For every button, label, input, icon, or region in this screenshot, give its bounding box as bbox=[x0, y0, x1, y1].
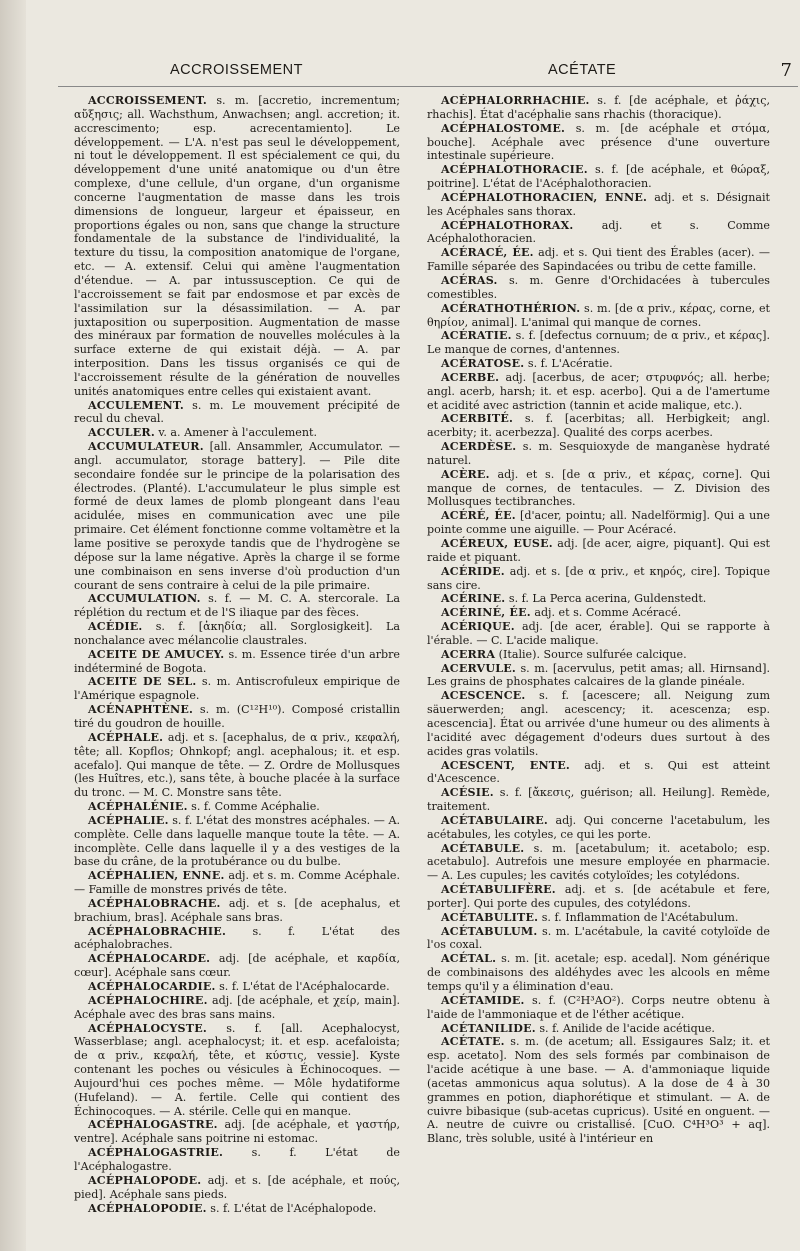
entry-definition: s. m. [de α priv., κέρας, corne, et θηρίον, animal]. L'animal qui manque de cornes. bbox=[427, 301, 770, 329]
dictionary-entry bbox=[74, 440, 400, 592]
dictionary-entry bbox=[74, 897, 400, 925]
dictionary-entry bbox=[74, 703, 400, 731]
entry-headword: ACÉTABULE. bbox=[441, 841, 525, 855]
dictionary-entry bbox=[427, 759, 770, 787]
dictionary-entry bbox=[74, 1174, 400, 1202]
dictionary-entry bbox=[427, 246, 770, 274]
entry-definition: s. m. [acetabulum; it. acetabolo; esp. acetabulo]. Autrefois une mesure employée en pharmacie. — A. Les cupules; les cavités cotyloïdes; les cotylédons. bbox=[427, 841, 770, 883]
dictionary-entry bbox=[427, 883, 770, 911]
dictionary-entry bbox=[74, 800, 400, 814]
entry-headword: ACÉTAL. bbox=[441, 952, 497, 966]
entry-headword: ACÉRINE. bbox=[441, 592, 506, 606]
entry-headword: ACÉTABULITE. bbox=[441, 910, 539, 924]
entry-headword: ACÉPHALOCYSTE. bbox=[88, 1021, 207, 1035]
dictionary-entry bbox=[427, 412, 770, 440]
entry-definition: adj. et s. [de α priv., et κηρός, cire]. Topique sans cire. bbox=[427, 564, 770, 592]
entry-definition: [d'acer, pointu; all. Nadelförmig]. Qui a une pointe comme une aiguille. — Pour Acéracé. bbox=[427, 509, 770, 537]
entry-headword: ACÉNAPHTÈNE. bbox=[88, 703, 194, 717]
entry-headword: ACESCENT, ENTE. bbox=[441, 758, 570, 772]
entry-definition: s. f. Comme Acéphalie. bbox=[191, 800, 320, 814]
dictionary-entry bbox=[427, 537, 770, 565]
entry-definition: v. a. Amener à l'acculement. bbox=[158, 426, 317, 440]
dictionary-entry bbox=[74, 592, 400, 620]
dictionary-entry bbox=[427, 620, 770, 648]
dictionary-entry bbox=[427, 952, 770, 994]
entry-definition: [all. Ansammler, Accumulator. — angl. accumulator, storage battery]. — Pile dite secondaire fondée sur le principe de la polarisation des électrodes. (Planté). L'accumulateur le plus simple est formé de deux lames de plomb plongeant dans l'eau acidulée, mises en communication avec une pile primaire. Cet élément fonctionne comme voltamètre et la lame positive se peroxyde tandis que de l'hydrogène se dépose sur la lame négative. Après la charge il se forme une combinaison en sens inverse d'où production d'un courant de sens contraire à celui de la pile primaire. bbox=[74, 440, 400, 592]
dictionary-entry bbox=[427, 648, 770, 662]
entry-headword: ACÉREUX, EUSE. bbox=[441, 537, 553, 550]
dictionary-entry bbox=[74, 994, 400, 1022]
dictionary-entry bbox=[427, 911, 770, 925]
dictionary-entry bbox=[427, 122, 770, 164]
dictionary-entry bbox=[427, 592, 770, 606]
entry-definition: s. m. [it. acetale; esp. acedal]. Nom générique de combinaisons des aldéhydes avec les alcools en même temps qu'il y a élimination d'eau. bbox=[427, 952, 770, 993]
dictionary-entry bbox=[427, 1022, 770, 1036]
dictionary-entry bbox=[427, 842, 770, 884]
entry-definition: s. m. [acervulus, petit amas; all. Hirnsand]. Les grains de phosphates calcaires de la glande pinéale. bbox=[427, 661, 770, 689]
entry-definition: s. m. (de acetum; all. Essigaures Salz; it. et esp. acetato]. Nom des sels formés par combinaison de l'acide acétique à une base. — A. d'ammoniaque liquide (acetas ammonicus aqua solutus). A la dose de 4 à 30 grammes en potion, diaphorétique et stimulant. — A. de cuivre bibasique (sub-acetas cupricus). Usité en onguent. — A. neutre de cuivre ou cristallisé. [CuO. C⁴H³O³ + aq]. Blanc, très soluble, usité à l'intérieur en bbox=[427, 1035, 770, 1146]
entry-definition: (Italie). Source sulfurée calcique. bbox=[498, 647, 687, 661]
entry-headword: ACÉPHALOBRACHIE. bbox=[88, 924, 227, 938]
dictionary-entry bbox=[74, 980, 400, 994]
entry-headword: ACEITE DE SEL. bbox=[88, 675, 197, 689]
dictionary-entry bbox=[74, 1022, 400, 1119]
entry-headword: ACERBITÉ. bbox=[441, 412, 514, 426]
entry-headword: ACÉPHALOTHORACIE. bbox=[441, 163, 588, 177]
entry-headword: ACÉTATE. bbox=[441, 1035, 505, 1049]
entry-definition: adj. et s. [acephalus, de α priv., κεφαλή, tête; all. Kopflos; Ohnkopf; angl. acephalous; it. et esp. acefalo]. Qui manque de tête. — Z. Ordre de Mollusques (les Huîtres, etc.), sans tête, à bouche placée à la surface du tronc. — M. C. Monstre sans tête. bbox=[74, 730, 400, 800]
dictionary-entry bbox=[427, 786, 770, 814]
entry-headword: ACÉPHALE. bbox=[88, 730, 164, 744]
dictionary-entry bbox=[427, 468, 770, 510]
dictionary-entry bbox=[427, 329, 770, 357]
dictionary-entry bbox=[427, 163, 770, 191]
page-number: 7 bbox=[780, 60, 792, 81]
entry-headword: ACÉTABULAIRE. bbox=[441, 813, 548, 827]
entry-headword: ACÉRIDE. bbox=[441, 564, 505, 578]
entry-headword: ACÉPHALOSTOME. bbox=[441, 121, 566, 135]
dictionary-entry bbox=[74, 94, 400, 399]
dictionary-entry bbox=[74, 1146, 400, 1174]
entry-headword: ACÉPHALÉNIE. bbox=[88, 800, 188, 814]
dictionary-entry bbox=[74, 814, 400, 869]
entry-headword: ACÉPHALOTHORACIEN, ENNE. bbox=[441, 190, 648, 204]
dictionary-entry bbox=[74, 675, 400, 703]
dictionary-entry bbox=[74, 426, 400, 440]
entry-headword: ACÉPHALOGASTRIE. bbox=[88, 1146, 224, 1160]
dictionary-entry bbox=[427, 1035, 770, 1146]
entry-definition: adj. et s. m. Comme Acéphale. — Famille de monstres privés de tête. bbox=[74, 869, 400, 897]
entry-definition: s. f. L'état de l'Acéphalocarde. bbox=[219, 980, 390, 993]
entry-definition: adj. et s. Qui tient des Érables (acer). — Famille séparée des Sapindacées ou tribu de cette famille. bbox=[427, 246, 770, 274]
entry-definition: adj. [de acéphale, et καρδία, cœur]. Acéphale sans cœur. bbox=[74, 952, 400, 980]
dictionary-entry bbox=[427, 371, 770, 413]
entry-definition: s. m. Sesquioxyde de manganèse hydraté naturel. bbox=[427, 440, 770, 467]
entry-headword: ACÉRAS. bbox=[441, 273, 498, 287]
dictionary-entry bbox=[74, 1118, 400, 1146]
entry-definition: s. m. [de acéphale et στόμα, bouche]. Acéphale avec présence d'une ouverture intestinale supérieure. bbox=[427, 121, 770, 163]
dictionary-entry bbox=[427, 814, 770, 842]
entry-headword: ACÉRATHOTHÉRION. bbox=[441, 301, 581, 315]
dictionary-entry bbox=[74, 925, 400, 953]
dictionary-entry bbox=[427, 509, 770, 537]
entry-headword: ACCUMULATEUR. bbox=[88, 440, 204, 454]
dictionary-entry bbox=[427, 302, 770, 330]
entry-headword: ACÉRATIE. bbox=[441, 329, 512, 343]
entry-definition: s. m. Genre d'Orchidacées à tubercules comestibles. bbox=[427, 273, 770, 301]
dictionary-entry bbox=[74, 620, 400, 648]
entry-headword: ACÉTANILIDE. bbox=[441, 1021, 536, 1035]
entry-definition: s. f. (C²H³AO²). Corps neutre obtenu à l'aide de l'ammoniaque et de l'éther acétique. bbox=[427, 993, 770, 1021]
entry-headword: ACEITE DE AMUCEY. bbox=[88, 647, 225, 661]
entry-definition: s. f. L'état des monstres acéphales. — A. complète. Celle dans laquelle manque toute la tête. — A. incomplète. Celle dans laquelle il y a des vestiges de la base du crâne, de la protubérance ou du bulbe. bbox=[74, 813, 400, 869]
entry-headword: ACÉPHALOTHORAX. bbox=[441, 218, 574, 232]
entry-definition: s. f. L'état des acéphalobraches. bbox=[74, 924, 400, 952]
entry-headword: ACCULEMENT. bbox=[88, 398, 184, 412]
dictionary-entry bbox=[427, 274, 770, 302]
entry-headword: ACÉSIE. bbox=[441, 786, 494, 800]
entry-headword: ACÉRACÉ, ÉE. bbox=[441, 246, 534, 260]
entry-definition: s. m. Essence tirée d'un arbre indéterminé de Bogota. bbox=[74, 647, 400, 675]
entry-headword: ACÉTAMIDE. bbox=[441, 993, 525, 1007]
entry-definition: adj. [de acéphale, et χείρ, main]. Acéphale avec des bras sans mains. bbox=[74, 993, 400, 1021]
entry-definition: adj. et s. Qui est atteint d'Acescence. bbox=[427, 758, 770, 786]
entry-definition: s. m. (C¹²H¹⁰). Composé cristallin tiré du goudron de houille. bbox=[74, 703, 400, 730]
entry-headword: ACÉTABULUM. bbox=[441, 924, 538, 938]
entry-headword: ACERRA bbox=[441, 647, 496, 661]
entry-definition: adj. et s. [de α priv., et κέρας, corne]. Qui manque de cornes, de tentacules. — Z. Division des Mollusques tectibranches. bbox=[427, 467, 770, 509]
dictionary-entry bbox=[74, 399, 400, 427]
dictionary-entry bbox=[427, 219, 770, 247]
entry-definition: s. f. — M. C. A. stercorale. La réplétion du rectum et de l'S iliaque par des fèces. bbox=[74, 592, 400, 620]
entry-definition: adj. [de acer, érable]. Qui se rapporte à l'érable. — C. L'acide malique. bbox=[427, 620, 770, 647]
entry-headword: ACERBE. bbox=[441, 370, 500, 384]
entry-headword: ACÉPHALOPODIE. bbox=[88, 1201, 207, 1215]
dictionary-entry bbox=[74, 1202, 400, 1216]
entry-headword: ACESCENCE. bbox=[441, 689, 526, 703]
entry-definition: s. m. Le mouvement précipité de recul du cheval. bbox=[74, 398, 400, 426]
entry-headword: ACÉPHALORRHACHIE. bbox=[441, 94, 590, 107]
entry-headword: ACÉRATOSE. bbox=[441, 357, 525, 371]
entry-definition: s. f. [acescere; all. Neigung zum säuerwerden; angl. acescency; it. acescenza; esp. acescencia]. État ou arrivée d'une humeur ou des aliments à l'acidité avec dégagement d'odeurs dues surtout à des acides gras volatils. bbox=[427, 689, 770, 758]
entry-definition: s. f. [all. Acephalocyst, Wasserblase; angl. acephalocyst; it. et esp. acefaloista; de α priv., κεφαλή, tête, et κύστις, vessie]. Kyste contenant les poches ou vésicules à Échinocoques. — Aujourd'hui ces poches même. — Môle hydatiforme (Hufeland). — A. fertile. Celle qui contient des Échinocoques. — A. stérile. Celle qui en manque. bbox=[74, 1021, 400, 1118]
running-head-left: ACCROISSEMENT bbox=[170, 62, 303, 78]
entry-definition: adj. et s. Comme Acéphalothoracien. bbox=[427, 218, 770, 246]
entry-headword: ACCUMULATION. bbox=[88, 592, 201, 606]
entry-definition: adj. Qui concerne l'acetabulum, les acétabules, les cotyles, ce qui les porte. bbox=[427, 813, 770, 841]
entry-definition: adj. [acerbus, de acer; στρυφνός; all. herbe; angl. acerb, harsh; it. et esp. acerbo]. Qui a de l'amertume et acidité avec astriction (tannin et acide malique, etc.). bbox=[427, 370, 770, 412]
entry-definition: adj. et s. Comme Acéracé. bbox=[534, 606, 682, 620]
dictionary-entry bbox=[427, 357, 770, 371]
entry-headword: ACÈRE. bbox=[441, 467, 490, 481]
dictionary-entry bbox=[427, 565, 770, 593]
entry-definition: adj. et s. [de acephalus, et brachium, bras]. Acéphale sans bras. bbox=[74, 896, 400, 924]
left-column bbox=[74, 94, 400, 1244]
entry-definition: s. f. [acerbitas; all. Herbigkeit; angl. acerbity; it. acerbezza]. Qualité des corps acerbes. bbox=[427, 412, 770, 440]
entry-definition: s. m. Antiscrofuleux empirique de l'Amérique espagnole. bbox=[74, 675, 400, 703]
entry-headword: ACÉPHALOCHIRE. bbox=[88, 993, 208, 1007]
entry-definition: s. f. L'état de l'Acéphalogastre. bbox=[74, 1146, 400, 1173]
dictionary-entry bbox=[74, 869, 400, 897]
entry-headword: ACÉPHALOPODE. bbox=[88, 1173, 202, 1187]
dictionary-entry bbox=[427, 606, 770, 620]
entry-headword: ACERVULE. bbox=[441, 661, 516, 675]
entry-definition: s. f. [de acéphale, et ῥάχις, rhachis]. État d'acéphalie sans rhachis (thoracique). bbox=[427, 94, 770, 121]
entry-headword: ACCROISSEMENT. bbox=[88, 94, 207, 107]
dictionary-entry bbox=[427, 925, 770, 953]
dictionary-entry bbox=[74, 952, 400, 980]
entry-definition: s. f. L'Acératie. bbox=[527, 357, 613, 371]
entry-definition: adj. [de acéphale, et γαστήρ, ventre]. Acéphale sans poitrine ni estomac. bbox=[74, 1118, 400, 1146]
running-head bbox=[58, 62, 798, 87]
entry-definition: adj. et s. [de acétabule et fere, porter]. Qui porte des cupules, des cotylédons. bbox=[427, 883, 770, 910]
entry-definition: s. f. Anilide de l'acide acétique. bbox=[539, 1021, 715, 1035]
right-column bbox=[427, 94, 770, 1244]
entry-headword: ACÉPHALOBRACHE. bbox=[88, 896, 221, 910]
entry-definition: s. f. [ἀκηδία; all. Sorglosigkeit]. La nonchalance avec mélancolie claustrales. bbox=[74, 620, 400, 647]
entry-definition: s. f. Inflammation de l'Acétabulum. bbox=[541, 910, 739, 924]
entry-headword: ACERDÈSE. bbox=[441, 440, 517, 454]
entry-definition: adj. et s. [de acéphale, et πούς, pied]. Acéphale sans pieds. bbox=[74, 1173, 400, 1201]
entry-definition: adj. et s. Désignait les Acéphales sans thorax. bbox=[427, 190, 770, 218]
dictionary-entry bbox=[74, 731, 400, 800]
dictionary-entry bbox=[427, 191, 770, 219]
entry-headword: ACCULER. bbox=[88, 426, 155, 440]
dictionary-entry bbox=[427, 94, 770, 122]
entry-headword: ACÉPHALOCARDIE. bbox=[88, 980, 216, 993]
entry-definition: s. f. La Perca acerina, Guldenstedt. bbox=[508, 592, 707, 606]
page-gutter bbox=[0, 0, 26, 1251]
entry-definition: s. f. [ἄκεσις, guérison; all. Heilung]. Remède, traitement. bbox=[427, 786, 770, 814]
running-head-right: ACÉTATE bbox=[548, 62, 617, 78]
entry-definition: s. f. [defectus cornuum; de α priv., et κέρας]. Le manque de cornes, d'antennes. bbox=[427, 329, 770, 357]
entry-headword: ACÉRÉ, ÉE. bbox=[441, 509, 516, 523]
entry-definition: adj. [de acer, aigre, piquant]. Qui est raide et piquant. bbox=[427, 537, 770, 564]
entry-headword: ACÉPHALOGASTRE. bbox=[88, 1118, 218, 1132]
entry-headword: ACÉPHALOCARDE. bbox=[88, 952, 211, 966]
entry-headword: ACÉPHALIEN, ENNE. bbox=[88, 869, 225, 883]
entry-definition: s. f. L'état de l'Acéphalopode. bbox=[210, 1201, 377, 1215]
entry-definition: s. m. L'acétabule, la cavité cotyloïde de l'os coxal. bbox=[427, 924, 770, 952]
entry-headword: ACÉTABULIFÈRE. bbox=[441, 883, 556, 897]
dictionary-entry bbox=[74, 648, 400, 676]
entry-definition: s. f. [de acéphale, et θώραξ, poitrine]. L'état de l'Acéphalothoracien. bbox=[427, 163, 770, 191]
dictionary-entry bbox=[427, 440, 770, 468]
dictionary-entry bbox=[427, 662, 770, 690]
entry-headword: ACÉPHALIE. bbox=[88, 813, 169, 827]
dictionary-entry bbox=[427, 689, 770, 758]
entry-headword: ACÉRINÉ, ÉE. bbox=[441, 606, 531, 620]
entry-headword: ACÉRIQUE. bbox=[441, 620, 515, 634]
entry-headword: ACÉDIE. bbox=[88, 620, 143, 634]
entry-definition: s. m. [accretio, incrementum; αὔξησις; all. Wachsthum, Anwachsen; angl. accretion; it. accrescimento; esp. acrecentamiento]. Le développement. — L'A. n'est pas seul le développement, ni tout le développement. Il est spécialement ce qui, du développement d'une unité anatomique ou d'un être complexe, d'une cellule, d'un organe, d'un organisme concerne l'augmentation de masse dans les trois dimensions de longueur, largeur et épaisseur, en proportions égales ou non, sans que change la structure fondamentale de la substance de l'individualité, la texture du tissu, la composition anatomique de l'organe, etc. — A. extensif. Celui qui amène l'augmentation d'étendue. — A. par intussusception. Ce qui de l'accroissement se fait par endosmose et par excès de l'assimilation sur la désassimilation. — A. par juxtaposition ou superposition. Augmentation de masse des minéraux par formation de nouvelles molécules à la surface externe de qui existait déjà. — A. par interposition. Dans les tissus organisés ce qui de l'accroissement résulte de la génération de nouvelles unités anatomiques entre celles qui existaient avant. bbox=[74, 94, 400, 398]
dictionary-entry bbox=[427, 994, 770, 1022]
